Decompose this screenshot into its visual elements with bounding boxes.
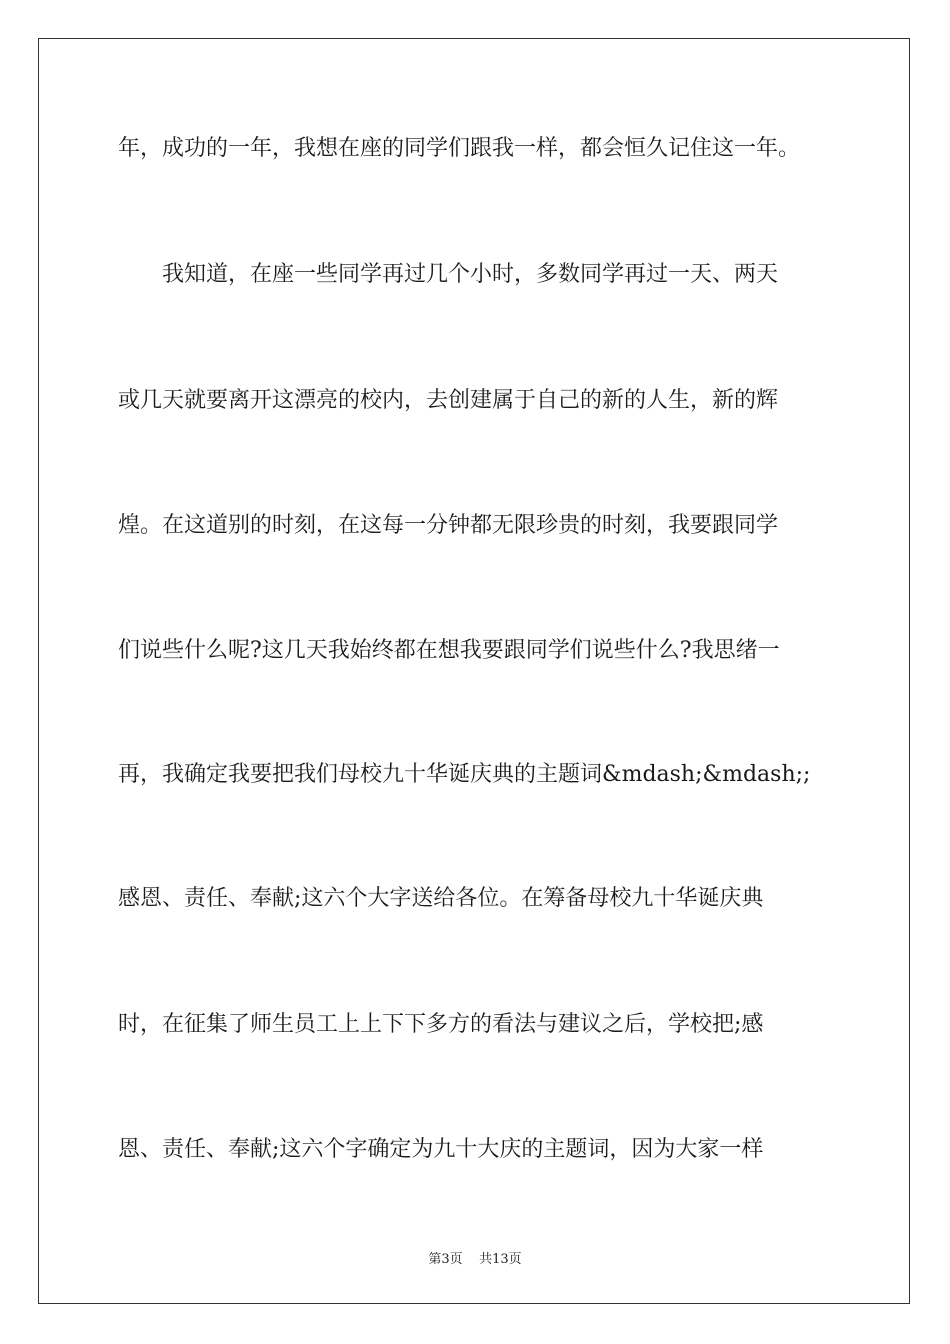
text-line-8: 时，在征集了师生员工上上下下多方的看法与建议之后，学校把;感 [118, 1012, 764, 1037]
text-line-6: 再，我确定我要把我们母校九十华诞庆典的主题词&mdash;&mdash;; [118, 762, 811, 787]
text-line-5: 们说些什么呢?这几天我始终都在想我要跟同学们说些什么?我思绪一 [118, 638, 780, 663]
text-line-2: 我知道，在座一些同学再过几个小时，多数同学再过一天、两天 [118, 262, 779, 287]
page-number: 第3页 [428, 1252, 463, 1267]
text-line-4: 煌。在这道别的时刻，在这每一分钟都无限珍贵的时刻，我要跟同学 [118, 513, 779, 538]
text-line-9: 恩、责任、奉献;这六个字确定为九十大庆的主题词，因为大家一样 [118, 1137, 764, 1162]
text-line-3: 或几天就要离开这漂亮的校内，去创建属于自己的新的人生，新的辉 [118, 388, 779, 413]
page-footer [0, 1248, 950, 1267]
page-total: 共13页 [479, 1252, 522, 1267]
page-border [38, 38, 910, 1304]
text-line-7: 感恩、责任、奉献;这六个大字送给各位。在筹备母校九十华诞庆典 [118, 886, 764, 911]
text-line-1: 年，成功的一年，我想在座的同学们跟我一样，都会恒久记住这一年。 [118, 136, 801, 161]
